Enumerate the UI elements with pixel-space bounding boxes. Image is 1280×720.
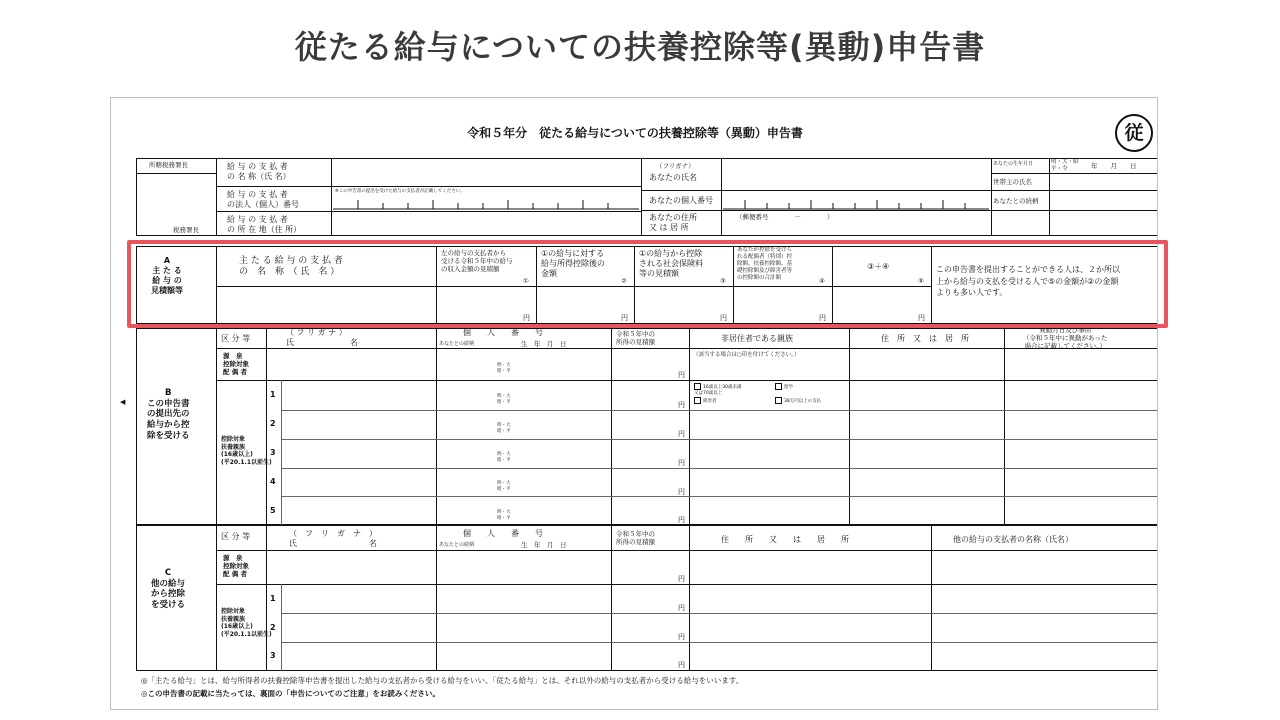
householder-label: 世帯主の氏名 xyxy=(993,178,1032,186)
c-yen: 円 xyxy=(678,661,685,669)
a-yen-3: 円 xyxy=(720,314,727,322)
b-yen: 円 xyxy=(678,516,685,524)
b-era: 明・大 昭・平 xyxy=(497,423,511,434)
page-title: 従たる給与についての扶養控除等(異動)申告書 xyxy=(294,28,986,66)
c-col-relation: あなたとの続柄 xyxy=(439,542,475,548)
birth-ymd: 年 月 日 xyxy=(1091,162,1137,170)
your-name-label: あなたの氏名 xyxy=(649,173,697,182)
birth-label: あなたの生年月日 xyxy=(993,161,1034,167)
b-dependents-label: 控除対象 扶養親族 (16歳以上) (平20.1.1以前生) xyxy=(221,436,272,466)
b-check-disabled xyxy=(694,397,717,405)
b-yen: 円 xyxy=(678,401,685,409)
c-row-number: 3 xyxy=(270,651,276,660)
b-col-nonresident: 非居住者である親族 xyxy=(721,334,793,343)
c-yen: 円 xyxy=(678,604,685,612)
c-col-other-payer: 他の給与の支払者の名称（氏名） xyxy=(953,535,1073,544)
c-row-number: 2 xyxy=(270,623,276,632)
a-col-payer: 主 た る 給 与 の 支 払 者 の 名 称 （ 氏 名 ） xyxy=(239,256,343,278)
payer-number-boxes xyxy=(333,194,639,210)
b-check-payment-text: 38万円以上の支払 xyxy=(784,399,822,404)
a-col-after-deduction-no: ② xyxy=(621,277,627,285)
a-col-income: 左の給与の支払者から 受ける令和５年中の給与 の収入金額の見積額 xyxy=(441,249,513,274)
b-row-number: 1 xyxy=(270,390,276,399)
payer-number-note: ※この申告書の提出を受けた給与の支払者が記載してください。 xyxy=(335,189,465,194)
a-col-deduction-total-no: ④ xyxy=(819,277,825,285)
b-check-age xyxy=(694,383,741,396)
checkbox-icon xyxy=(694,383,701,390)
a-eligibility-note: この申告書を提出することができる人は、２か所以 上から給与の支払を受ける人で⑤の金額が②の金額 よりも多い人です。 xyxy=(936,265,1120,298)
section-c-label: C 他の給与 から控除 を受ける xyxy=(151,568,186,610)
b-yen: 円 xyxy=(678,488,685,496)
a-col-income-no: ① xyxy=(523,277,529,285)
a-col-deduction-total: あなたが控除を受けら れる配偶者（特別）控 除額、扶養控除額、基 礎控除額及び障害者等 の控除額の合計額 xyxy=(737,247,793,281)
tax-office-suffix: 税務署長 xyxy=(173,226,199,234)
c-col-birth: 生 年 月 日 xyxy=(521,541,567,549)
form-title: 令和５年分 従たる給与についての扶養控除等（異動）申告書 xyxy=(467,126,803,140)
a-yen-1: 円 xyxy=(523,314,530,322)
b-row-number: 5 xyxy=(270,506,276,515)
section-a-label: A 主 た る 給 与 の 見積額等 xyxy=(151,256,183,295)
b-check-age-text: 16歳以上30歳未満 又は70歳以上 xyxy=(694,385,742,396)
b-spouse-label: 源 泉 控除対象 配 偶 者 xyxy=(223,352,249,377)
a-yen-4: 円 xyxy=(819,314,826,322)
b-row-number: 3 xyxy=(270,448,276,457)
payer-address-label: 給 与 の 支 払 者 の 所 在 地（住 所） xyxy=(227,215,302,234)
b-col-change: 異動月日及び事由 （令和５年中に異動があった 場合に記載してください。） xyxy=(1023,326,1108,351)
b-era: 明・大 昭・平 xyxy=(497,394,511,405)
b-col-number: 個 人 番 号 xyxy=(463,328,543,337)
form-badge: 従 xyxy=(1115,114,1153,152)
b-col-name: （ フ リ ガ ナ ） 氏 名 xyxy=(286,328,358,347)
c-row-number: 1 xyxy=(270,594,276,603)
tax-form-image xyxy=(110,97,1158,710)
tax-office-label: 所轄税務署長 xyxy=(149,161,188,169)
c-spouse-label: 源 泉 控除対象 配 偶 者 xyxy=(223,554,249,579)
c-yen: 円 xyxy=(678,633,685,641)
checkbox-icon xyxy=(775,397,782,404)
c-dependents-label: 控除対象 扶養親族 (16歳以上) (平20.1.1以前生) xyxy=(221,608,272,638)
b-era: 明・大 昭・平 xyxy=(497,510,511,521)
section-b-label: B この申告書 の提出先の 給与から控 除を受ける xyxy=(147,388,190,441)
b-row-number: 2 xyxy=(270,419,276,428)
your-address-label: あなたの住所 又 は 居 所 xyxy=(649,213,697,232)
footer-note-1: ◎「主たる給与」とは、給与所得者の扶養控除等申告書を提出した給与の支払者から受ける給与をいい、「従たる給与」とは、それ以外の給与の支払者から受ける給与をいいます。 xyxy=(141,676,744,685)
b-era: 明・大 昭・平 xyxy=(497,452,511,463)
c-col-income: 令和５年中の 所得の見積額 xyxy=(616,530,655,547)
footer-note-2: ◎この申告書の記載に当たっては、裏面の「申告についてのご注意」をお読みください。 xyxy=(141,689,440,698)
your-number-label: あなたの個人番号 xyxy=(649,196,713,205)
b-col-address: 住 所 又 は 居 所 xyxy=(881,334,969,343)
c-yen: 円 xyxy=(678,575,685,583)
b-check-disabled-text: 障害者 xyxy=(703,399,717,404)
payer-number-label: 給 与 の 支 払 者 の法人（個人）番号 xyxy=(227,190,299,209)
b-check-payment xyxy=(775,397,821,405)
c-col-category: 区 分 等 xyxy=(221,532,251,541)
b-yen: 円 xyxy=(678,430,685,438)
b-col-category: 区 分 等 xyxy=(221,334,251,343)
b-col-income: 令和５年中の 所得の見積額 xyxy=(616,330,655,347)
a-col-sum-no: ⑤ xyxy=(918,277,924,285)
b-col-nonresident-note: （該当する場合は○印を付けてください。） xyxy=(693,352,800,358)
b-col-birth: 生 年 月 日 xyxy=(521,340,567,348)
b-era: 明・大 昭・平 xyxy=(497,481,511,492)
your-number-boxes xyxy=(723,194,989,210)
postal-label: （郵便番号 － ） xyxy=(736,213,834,221)
b-era: 明・大 昭・平 xyxy=(497,363,511,374)
a-col-sum: ③＋④ xyxy=(867,262,890,271)
checkbox-icon xyxy=(775,383,782,390)
birth-era: 明・大・昭 平・令 xyxy=(1051,159,1079,172)
b-yen: 円 xyxy=(678,459,685,467)
payer-name-label: 給 与 の 支 払 者 の 名 称（氏 名） xyxy=(227,162,291,181)
a-yen-5: 円 xyxy=(918,314,925,322)
furigana-label: （フリガナ） xyxy=(656,162,695,170)
a-col-social-insurance: ①の給与から控除 される社会保険料 等の見積額 xyxy=(639,249,703,278)
checkbox-icon xyxy=(694,397,701,404)
c-col-number: 個 人 番 号 xyxy=(463,529,543,538)
b-check-study-text: 留学 xyxy=(784,385,793,390)
left-marker-icon: ◀ xyxy=(120,398,126,406)
b-row-number: 4 xyxy=(270,477,276,486)
c-col-address: 住 所 又 は 居 所 xyxy=(721,535,849,544)
b-check-study xyxy=(775,383,793,391)
a-yen-2: 円 xyxy=(621,314,628,322)
c-col-name: （ フ リ ガ ナ ） 氏 名 xyxy=(289,529,377,548)
a-col-social-insurance-no: ③ xyxy=(720,277,726,285)
relation-label: あなたとの続柄 xyxy=(993,197,1039,205)
b-col-relation: あなたとの続柄 xyxy=(439,341,475,347)
a-col-after-deduction: ①の給与に対する 給与所得控除後の 金額 xyxy=(541,249,605,278)
b-yen: 円 xyxy=(678,371,685,379)
